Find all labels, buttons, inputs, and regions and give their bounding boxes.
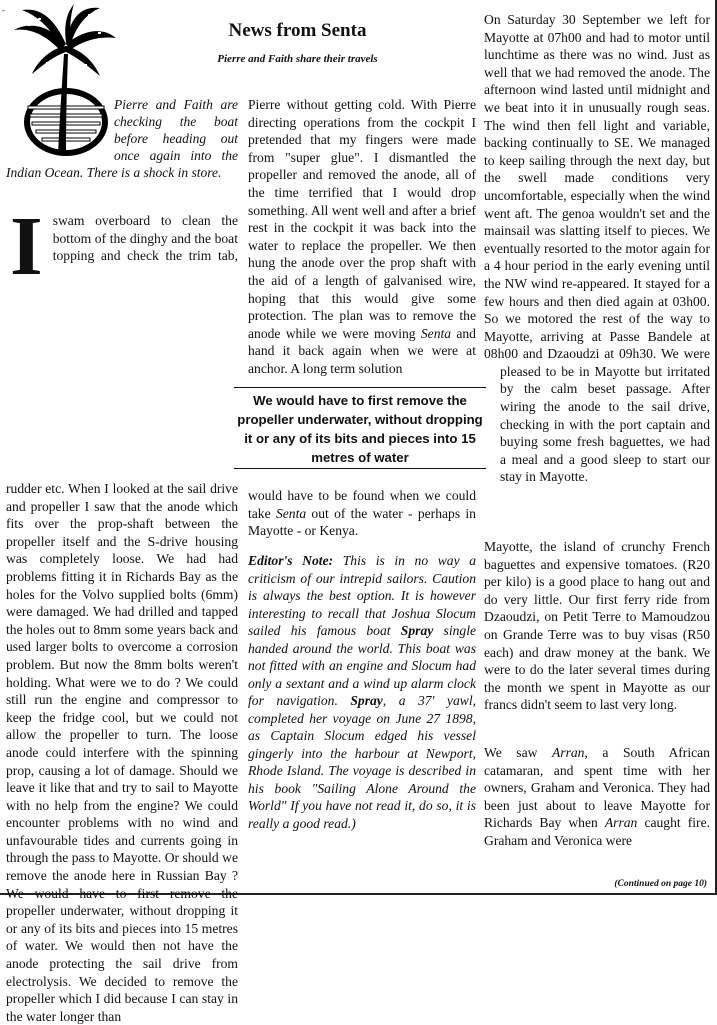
column-3-paragraph-2: Mayotte, the island of crunchy French baguettes and expensive tomatoes. (R20 per kilo) is a good place to hang out and do very little. Our first ferry ride from Dzaoudzi, on Petit Terre to Mamoudzou on Grande Terre was to buy visas (R50 each) and draw money at the bank. We were to do the later several times during the month we spent in Mayotte as our francs didn't seem to last very long.: [484, 539, 710, 713]
boat-name-spray: Spray: [350, 693, 383, 708]
column-2-text: Pierre without getting cold. With Pierre directing operations from the cockpit I pretended that my fingers were made from "super glue". I dismantled the propeller and removed the anode, all of the time terrified that I would drop something. All went well and after a brief rest in the cockpit it was back into the water to replace the propeller. We then hung the anode over the prop shaft with the aid of a length of galvanised wire, hoping that this would give some protection. The plan was to remove the anode while we were moving: [248, 97, 476, 341]
article-column-2-top: [248, 96, 476, 378]
column-3-text: On Saturday 30 September we left for Mayotte at 07h00 and had to motor until lunchtime as there was no wind. Just as well that we had removed the anode. The afternoon wind lasted until midnight and we beat into it in unusually rough seas. The wind then fell light and variable, backing continually to SE. We managed to keep sailing through the next day, but the swell made conditions very uncomfortable, especially when the wind went aft. The genoa wouldn't set and the mainsail was slatting itself to pieces. We eventually resorted to the motor again for a 4 hour period in the early evening until the NW wind re-appeared. It stayed for a few hours and then died again at 03h00. So we motored the rest of the way to Mayotte, arriving at Passe Bandele at 08h00 and Dzaoudzi at 09h30. We were pleased to be in Mayotte but irritated by the calm beset passage. After wiring the anode to the sail drive, checking in with the port captain and buying some fresh baguettes, we had a meal and a good sleep to start our stay in Mayotte.: [484, 12, 710, 485]
page-subtitle: Pierre and Faith share their travels: [217, 53, 378, 65]
column-2b-text: would have to be found when we could take: [248, 488, 476, 521]
article-column-2-bottom: [248, 487, 476, 540]
caption-text: Pierre and Faith are checking the boat before heading out once again into the Indian Ocean. There is a shock in store.: [6, 97, 238, 180]
continued-note: (Continued on page 10): [614, 879, 707, 889]
pull-quote: We would have to first remove the propeller underwater, without dropping it or any of its bits and pieces into 15 metres of water: [234, 387, 486, 469]
boat-name-arran: Arran: [551, 745, 585, 760]
column-2b-text-cont: out of the water - perhaps in Mayotte - or Kenya.: [248, 505, 476, 539]
photo-caption: [6, 96, 238, 181]
column-3-text: We saw: [484, 745, 538, 760]
article-column-3-top: [484, 11, 710, 515]
boat-name: Senta: [420, 325, 452, 341]
editors-note-text: single handed around the world. This boat was not fitted with an engine and Slocum had only a sextant and a wind up alarm clock for navigation.: [248, 623, 477, 708]
editors-note-text: This is in no way a criticism of our intrepid sailors. Caution is always the best option. It is however interesting to recall that Joshua Slocum sailed his famous boat: [248, 553, 477, 638]
editors-note-text: , a 37' yawl, completed her voyage on June 27 1898, as Captain Slocum edged his vessel gingerly into the harbour at Newport, Rhode Island. The voyage is described in his book "Sailing Alone Around the World" If you have not read it, do so, it is really a good read.): [248, 693, 476, 831]
article-column-1: [6, 200, 238, 1025]
corner-mark: -: [2, 6, 5, 15]
editors-note-label: Editor's Note:: [248, 553, 334, 568]
column-2-text-cont: and hand it back again when we were at anchor. A long term solution: [248, 325, 476, 376]
drop-cap: I: [10, 200, 43, 293]
boat-name-arran: Arran: [604, 815, 638, 831]
editors-note: [248, 552, 476, 832]
column-1-text: swam overboard to clean the bottom of the dinghy and the boat topping and check the trim tab, rudder etc. When I looked at the sail drive and propeller I saw that the anode which fits over the prop-shaft between the propeller itself and the S-drive housing was completely loose. We had had problems fitting it in Richards Bay as the holes for the Volvo supplied bolts (6mm) were damaged. We had drilled and tapped the holes out to 8mm some years back and used larger bolts to overcome a corrosion problem. But now the 8mm bolts weren't holding. What were we to do ? We could still run the engine and compressor to keep the fridge cool, but we could not allow the propeller to turn. The loose anode could interfere with the spinning prop, causing a lot of damage. Should we leave it like that and try to sail to Mayotte with no help from the engine? We could encounter problems with no wind and unfavourable tides and currents going in through the pass to Mayotte. Or should we remove the anode here in Russian Bay ? We would have to first remove the propeller underwater, without dropping it or any of its bits and pieces into 15 metres of water. We would then not have the anode protecting the sail drive from electrolysis. We decided to remove the propeller which I did because I can stay in the water longer than: [6, 213, 238, 1024]
article-column-3-mid: [484, 538, 710, 714]
boat-name-spray: Spray: [400, 623, 434, 638]
page-title: News from Senta: [228, 20, 367, 41]
column-3-text: , a South African catamaran, and spent time with her owners, Graham and Veronica. They had been just about to leave Mayotte for Richards Bay when: [484, 745, 710, 831]
boat-name: Senta: [275, 505, 307, 521]
column-3-text: caught fire. Graham and Veronica were: [484, 815, 710, 848]
article-column-3-bottom: [484, 744, 710, 850]
